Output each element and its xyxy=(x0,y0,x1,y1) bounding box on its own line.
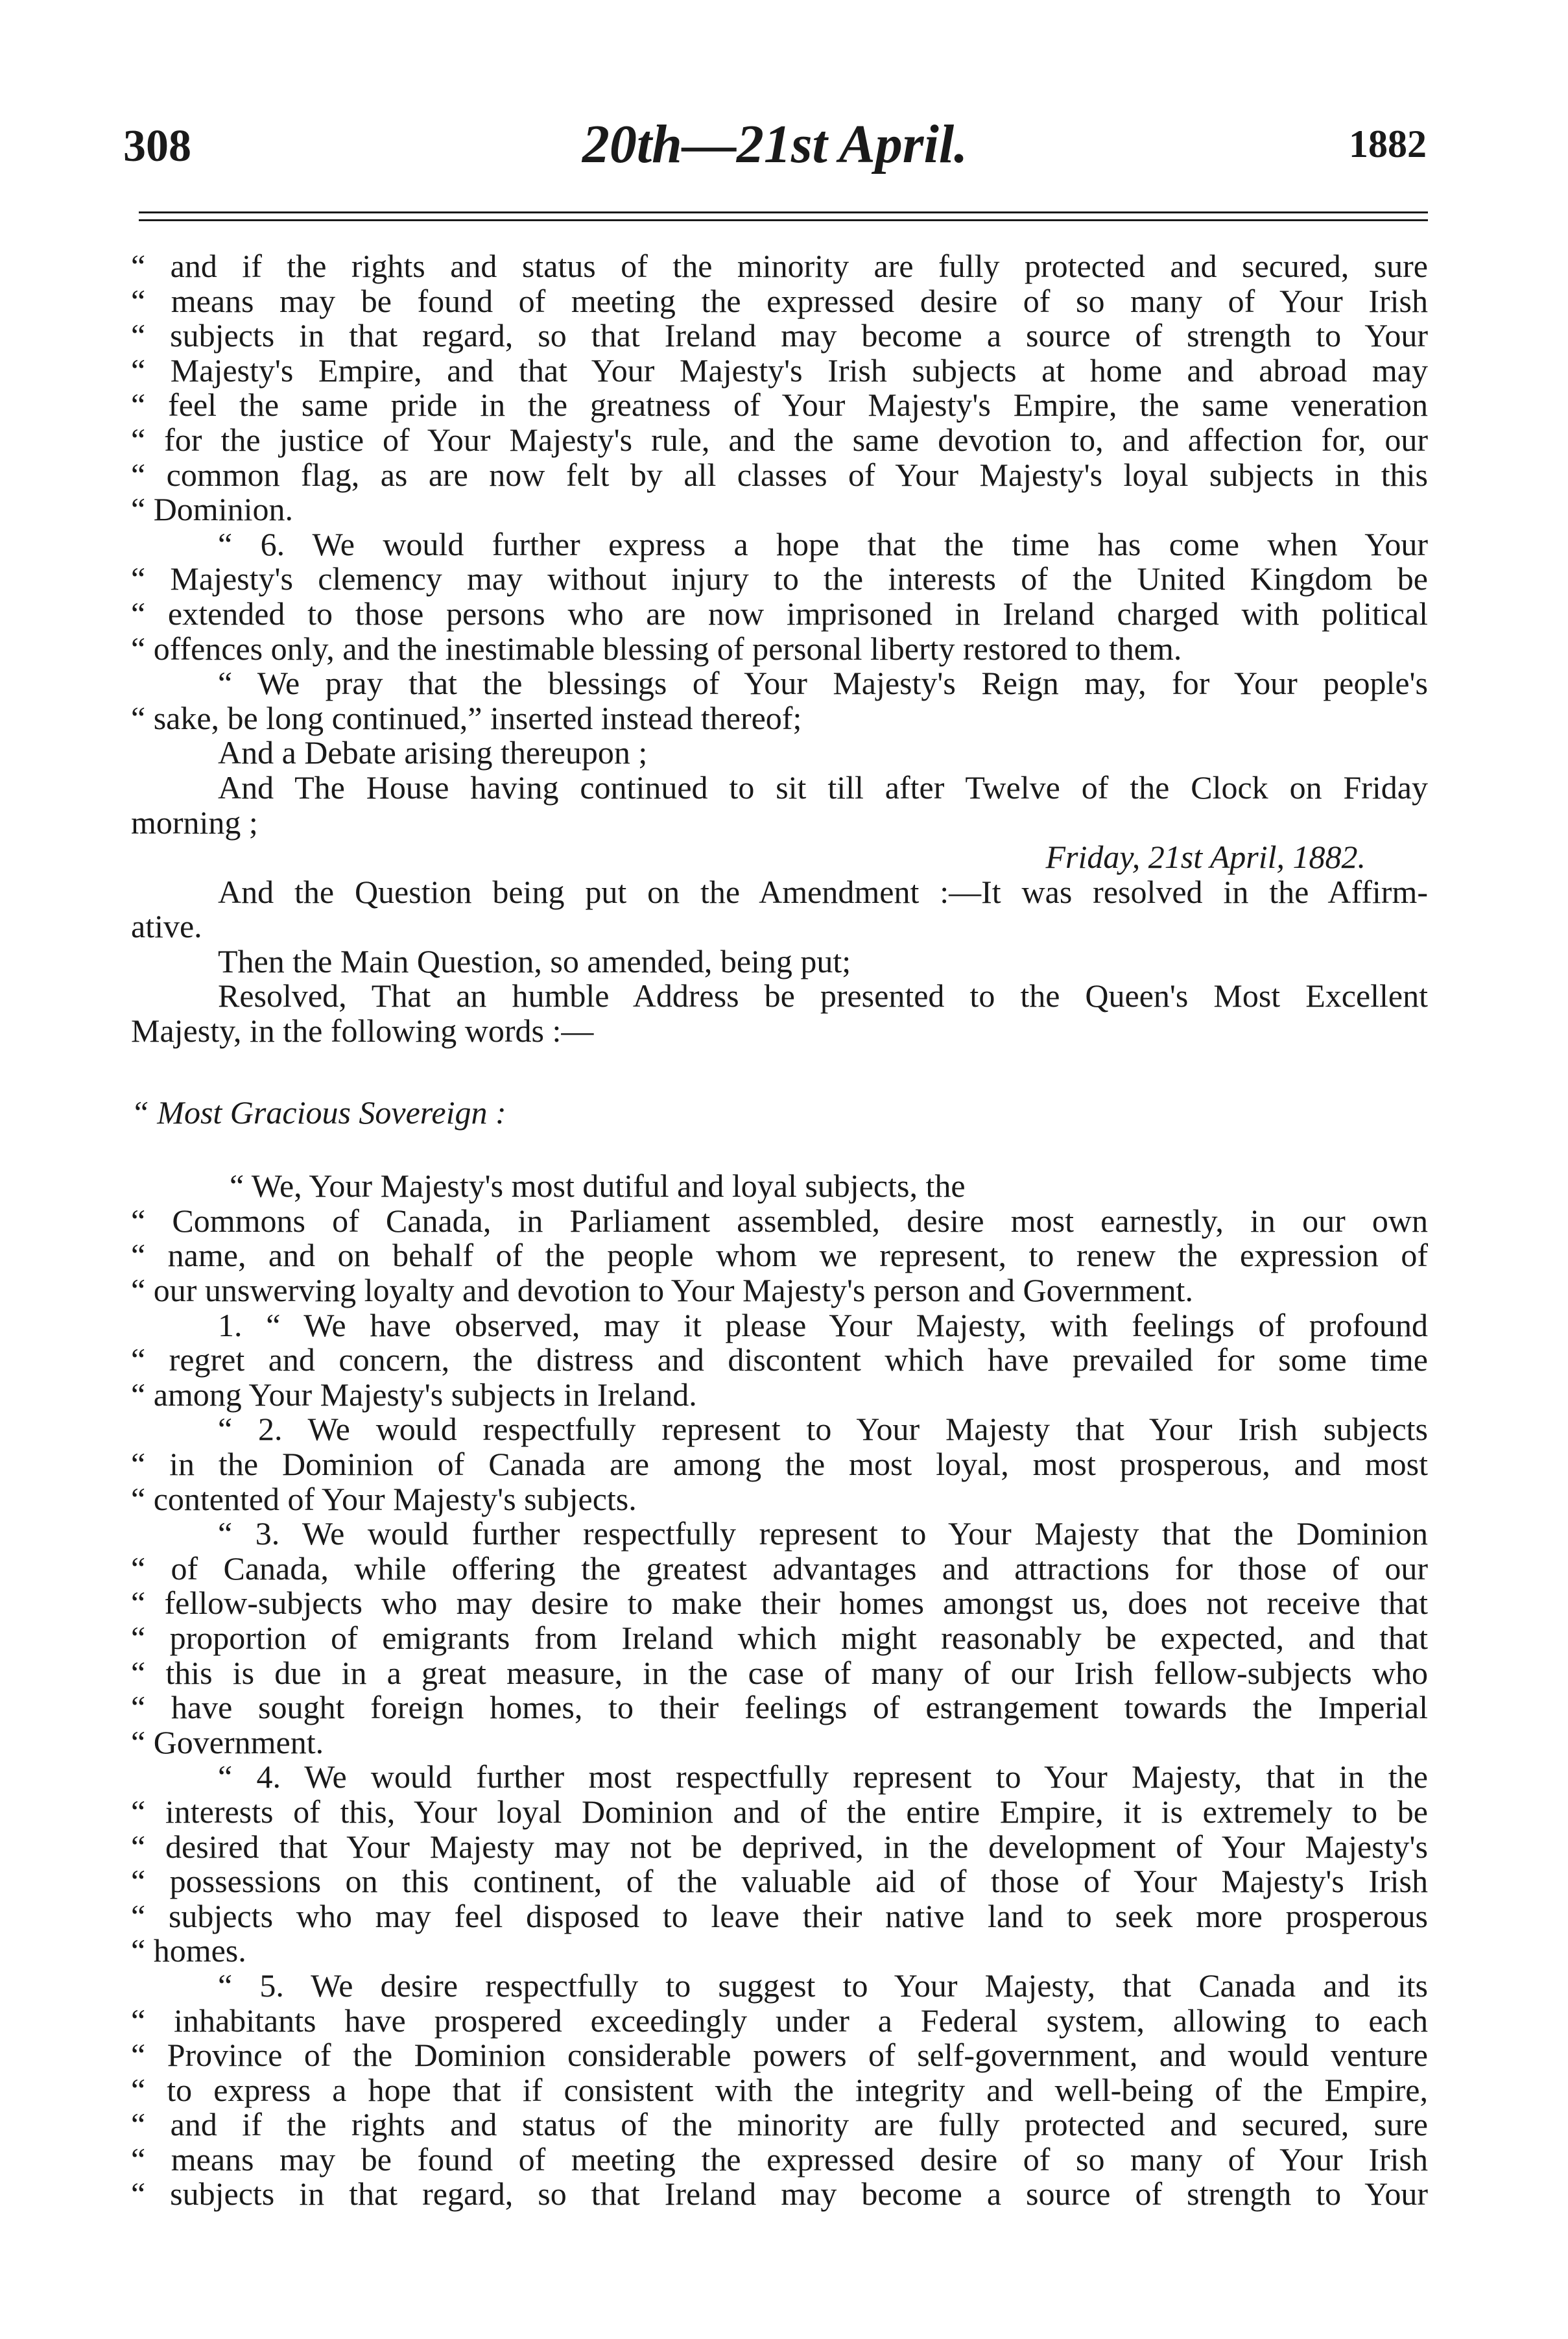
paragraph-start: 1. “ We have observed, may it please Your Majesty, with feelings of profound xyxy=(218,1306,1428,1343)
paragraph-start: Then the Main Question, so amended, being put; xyxy=(218,942,851,979)
text-line: “ to express a hope that if consistent with the integrity and well-being of the Empire, xyxy=(131,2071,1428,2108)
text-line: “ offences only, and the inestimable blessing of personal liberty restored to them. xyxy=(131,630,1182,667)
text-line: “ subjects in that regard, so that Ireland may become a source of strength to Your xyxy=(131,2176,1428,2213)
paragraph-start: And The House having continued to sit till after Twelve of the Clock on Friday xyxy=(218,769,1428,806)
text-line: “ desired that Your Majesty may not be deprived, in the development of Your Majesty's xyxy=(131,1828,1428,1865)
text-line: “ of Canada, while offering the greatest advantages and attractions for those of our xyxy=(131,1550,1428,1587)
text-line: “ among Your Majesty's subjects in Ireland. xyxy=(131,1376,697,1413)
header-rule-top xyxy=(139,211,1428,213)
header-year: 1882 xyxy=(1349,123,1427,165)
salutation: “ Most Gracious Sovereign : xyxy=(131,1094,506,1131)
text-line: “ our unswerving loyalty and devotion to Your Majesty's person and Government. xyxy=(131,1272,1193,1309)
text-line: “ in the Dominion of Canada are among the most loyal, most prosperous, and most xyxy=(131,1446,1428,1482)
page-body xyxy=(131,249,1428,2212)
paragraph-start: “ We, Your Majesty's most dutiful and loyal subjects, the xyxy=(230,1168,966,1205)
text-line: “ and if the rights and status of the minority are fully protected and secured, sure xyxy=(131,2106,1428,2143)
running-title: 20th—21st April. xyxy=(582,114,968,174)
paragraph-start: “ We pray that the blessings of Your Majesty's Reign may, for Your people's xyxy=(218,665,1428,702)
text-line: “ contented of Your Majesty's subjects. xyxy=(131,1480,637,1517)
spacer xyxy=(131,1130,1428,1169)
text-line: morning ; xyxy=(131,804,258,841)
text-line: “ regret and concern, the distress and discontent which have prevailed for some time xyxy=(131,1341,1428,1378)
paragraph-start: “ 2. We would respectfully represent to Your Majesty that Your Irish subjects xyxy=(218,1411,1428,1448)
text-line: “ homes. xyxy=(131,1932,246,1969)
text-line: ative. xyxy=(131,908,202,945)
text-line: “ this is due in a great measure, in the case of many of our Irish fellow-subjects who xyxy=(131,1654,1428,1691)
text-line: “ common flag, as are now felt by all classes of Your Majesty's loyal subjects in this xyxy=(131,456,1428,493)
text-line: “ possessions on this continent, of the valuable aid of those of Your Majesty's Irish xyxy=(131,1863,1428,1900)
page-number: 308 xyxy=(123,121,191,171)
text-line: “ have sought foreign homes, to their feelings of estrangement towards the Imperial xyxy=(131,1689,1428,1726)
text-line: “ and if the rights and status of the minority are fully protected and secured, sure xyxy=(131,248,1428,284)
text-line: “ Dominion. xyxy=(131,491,293,528)
paragraph-start: “ 3. We would further respectfully represent to Your Majesty that the Dominion xyxy=(218,1515,1428,1552)
paragraph-start: “ 4. We would further most respectfully represent to Your Majesty, that in the xyxy=(218,1758,1428,1795)
text-line: “ inhabitants have prospered exceedingly under a Federal system, allowing to each xyxy=(131,2002,1428,2039)
text-line: “ fellow-subjects who may desire to make their homes amongst us, does not receive that xyxy=(131,1585,1428,1622)
text-line: “ Government. xyxy=(131,1723,324,1760)
paragraph-start: “ 5. We desire respectfully to suggest to Your Majesty, that Canada and its xyxy=(218,1967,1428,2004)
paragraph-start: And a Debate arising thereupon ; xyxy=(218,734,648,771)
text-line: “ means may be found of meeting the expressed desire of so many of Your Irish xyxy=(131,282,1428,319)
text-line: “ Majesty's clemency may without injury to the interests of the United Kingdom be xyxy=(131,560,1428,597)
text-line: “ means may be found of meeting the expressed desire of so many of Your Irish xyxy=(131,2141,1428,2177)
text-line: “ Majesty's Empire, and that Your Majesty's Irish subjects at home and abroad may xyxy=(131,352,1428,389)
text-line: “ Province of the Dominion considerable powers of self-government, and would venture xyxy=(131,2037,1428,2074)
text-line: “ subjects who may feel disposed to leave their native land to seek more prosperous xyxy=(131,1897,1428,1934)
text-line: “ extended to those persons who are now imprisoned in Ireland charged with political xyxy=(131,595,1428,632)
text-line: Majesty, in the following words :— xyxy=(131,1013,594,1050)
text-line: “ name, and on behalf of the people whom we represent, to renew the expression of xyxy=(131,1237,1428,1274)
date-heading: Friday, 21st April, 1882. xyxy=(1045,839,1366,876)
header-rule-bottom xyxy=(139,219,1428,221)
spacer xyxy=(131,1049,1428,1096)
text-line: “ interests of this, Your loyal Dominion and of the entire Empire, it is extremely to be xyxy=(131,1793,1428,1830)
paragraph-start: And the Question being put on the Amendment :—It was resolved in the Affirm- xyxy=(218,873,1428,910)
text-line: “ sake, be long continued,” inserted instead thereof; xyxy=(131,699,802,736)
text-line: “ Commons of Canada, in Parliament assembled, desire most earnestly, in our own xyxy=(131,1202,1428,1239)
text-line: “ subjects in that regard, so that Ireland may become a source of strength to Your xyxy=(131,317,1428,354)
resolution-line: Resolved, That an humble Address be presented to the Queen's Most Excellent xyxy=(218,978,1428,1014)
text-line: “ feel the same pride in the greatness of Your Majesty's Empire, the same veneration xyxy=(131,387,1428,424)
paragraph-start: “ 6. We would further express a hope that the time has come when Your xyxy=(218,525,1428,562)
page-header xyxy=(123,109,1427,187)
text-line: “ for the justice of Your Majesty's rule, and the same devotion to, and affection for, our xyxy=(131,421,1428,458)
text-line: “ proportion of emigrants from Ireland which might reasonably be expected, and that xyxy=(131,1619,1428,1656)
